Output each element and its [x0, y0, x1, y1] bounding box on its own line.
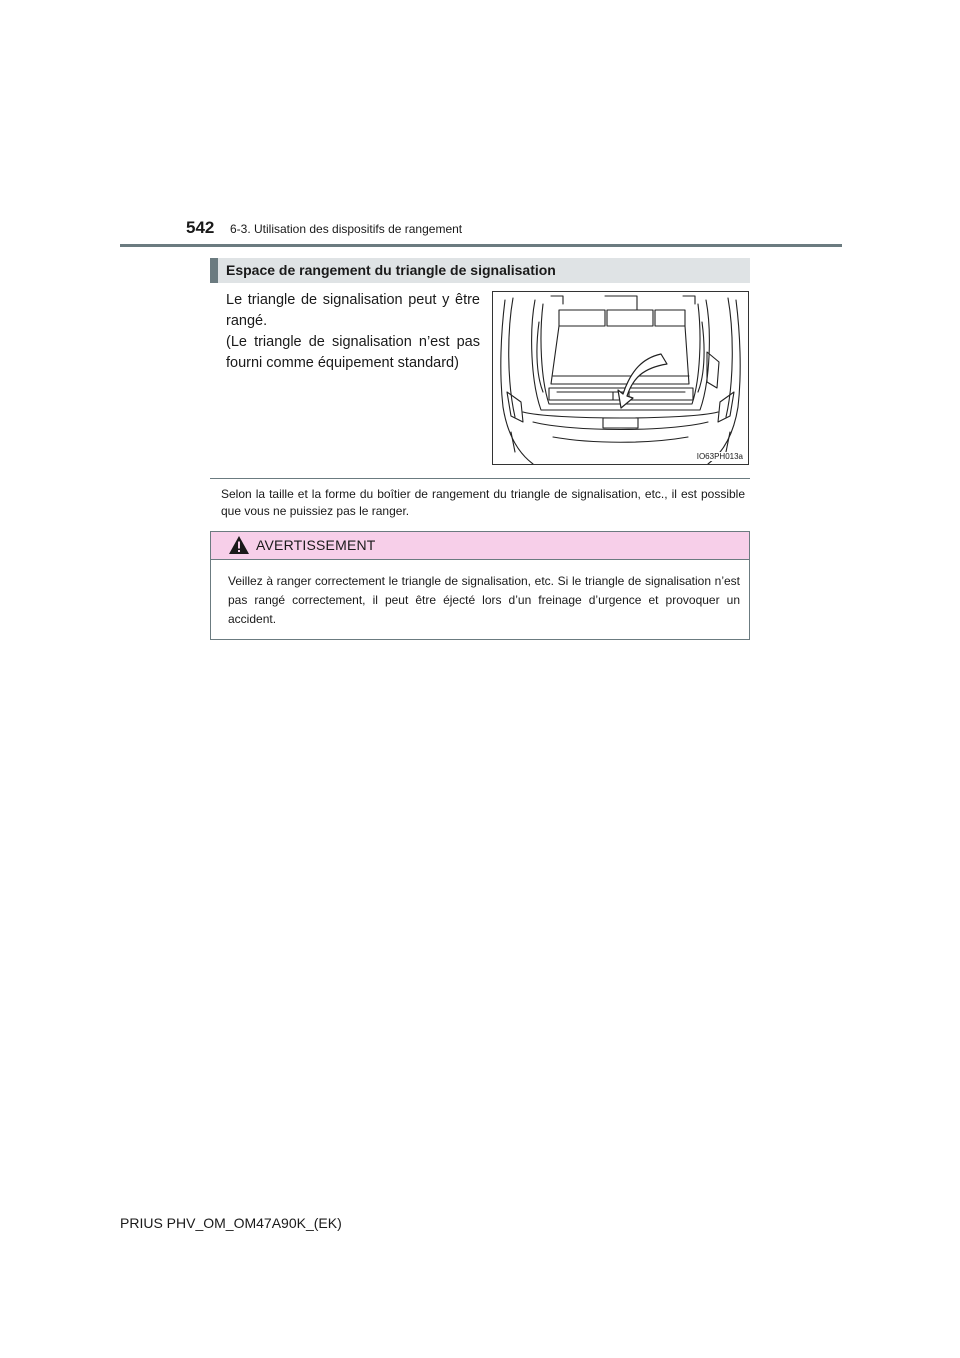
- trunk-illustration: [492, 291, 749, 465]
- body-paragraph-1: Le triangle de signalisation peut y être rangé.: [226, 292, 480, 329]
- warning-box: [210, 531, 750, 640]
- section-divider: [210, 478, 750, 479]
- title-bar-accent: [210, 258, 218, 283]
- page-number: 542: [186, 218, 215, 237]
- warning-header: [211, 532, 749, 560]
- warning-title: AVERTISSEMENT: [256, 537, 376, 553]
- section-heading: 6-3. Utilisation des dispositifs de rangement: [230, 222, 463, 236]
- illustration-code: IO63PH013a: [696, 452, 743, 461]
- warning-triangle-icon: [228, 535, 250, 555]
- body-paragraph-2: (Le triangle de signalisation n’est pas fourni comme équipement standard): [226, 334, 480, 371]
- warning-body: Veillez à ranger correctement le triangle de signalisation, etc. Si le triangle de signalisation n’est pas rangé correctement, il peut être éjecté lors d’un freinage d’urgence et provoquer un accident.: [228, 574, 740, 626]
- trunk-drawing: [493, 292, 748, 464]
- body-text: [226, 290, 480, 374]
- header-rule: [120, 244, 842, 247]
- section-title-bar: [210, 258, 750, 283]
- note-text: Selon la taille et la forme du boîtier de rangement du triangle de signalisation, etc., il est possible que vous ne puissiez pas le ranger.: [221, 487, 745, 518]
- footer-doc-code: PRIUS PHV_OM_OM47A90K_(EK): [120, 1215, 342, 1231]
- section-title: Espace de rangement du triangle de signalisation: [226, 262, 556, 278]
